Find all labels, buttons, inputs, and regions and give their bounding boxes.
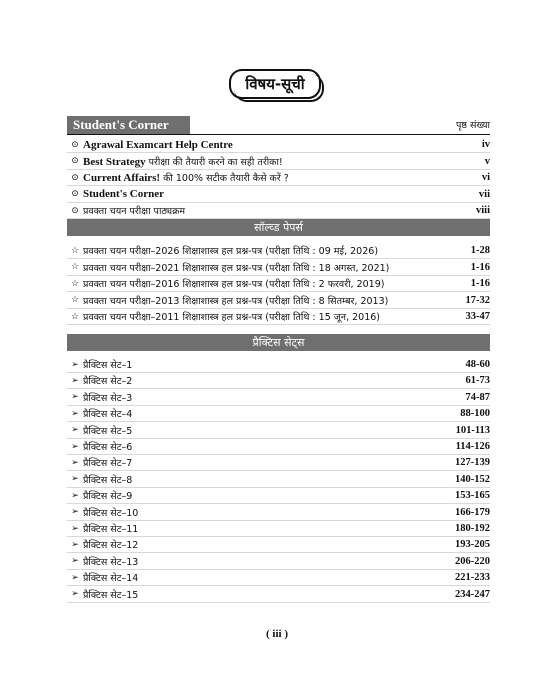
toc-entry-title-bold: Agrawal Examcart Help Centre	[83, 138, 233, 151]
toc-entry	[67, 472, 490, 488]
bullet-icon: ➢	[71, 572, 79, 583]
bullet-icon: ⊙	[71, 189, 79, 200]
toc-entry	[67, 554, 490, 570]
toc-entry-title	[83, 277, 471, 290]
toc-entry-title	[83, 139, 482, 151]
bullet-icon: ⊙	[71, 139, 79, 150]
toc-entry-title	[83, 407, 460, 420]
toc-entry-page: 33-47	[465, 311, 490, 323]
toc-entry-title-text: प्रैक्टिस सेट–6	[83, 442, 133, 453]
header-rule	[67, 134, 490, 135]
bullet-icon: ☆	[70, 295, 80, 306]
toc-entry	[67, 187, 490, 203]
toc-entry-title-text: प्रवक्ता चयन परीक्षा–2026 शिक्षाशास्त्र हल प्रश्न-पत्र (परीक्षा तिथि : 09 मई, 2026)	[83, 246, 379, 257]
toc-entry-title	[83, 506, 455, 519]
page-title: विषय-सूची	[229, 69, 321, 99]
toc-entry	[67, 309, 490, 325]
toc-entry-page: 153-165	[455, 490, 490, 502]
toc-entry-title	[83, 171, 482, 184]
toc-entry-title-text: प्रैक्टिस सेट–9	[83, 491, 133, 503]
toc-entry-title	[83, 294, 466, 307]
toc-entry-title	[83, 555, 455, 568]
toc-entry-title-bold: Current Affairs!	[83, 172, 161, 185]
toc-entry-title-text: की 100% सटीक तैयारी कैसे करें ?	[160, 173, 289, 185]
toc-entry-title-text: प्रैक्टिस सेट–10	[83, 507, 139, 519]
toc-entry	[67, 276, 490, 292]
toc-entry-page: 48-60	[465, 359, 490, 370]
toc-entry-title	[83, 358, 466, 371]
bullet-icon: ➢	[71, 523, 79, 534]
toc-entry-page: 127-139	[455, 457, 490, 469]
toc-entry-title-text: प्रैक्टिस सेट–13	[83, 556, 139, 568]
toc-entry-title-text: प्रैक्टिस सेट–11	[83, 524, 139, 535]
toc-entry-page: 101-113	[455, 424, 490, 436]
toc-entry-page: 61-73	[465, 375, 490, 387]
page-number-footer: ( iii )	[266, 628, 288, 640]
bullet-icon: ⊙	[71, 205, 79, 216]
toc-entry-title-text: प्रैक्टिस सेट–4	[83, 409, 133, 421]
toc-entry	[67, 373, 490, 389]
toc-entry-title	[83, 310, 466, 323]
toc-entry-title-text: प्रवक्ता चयन परीक्षा–2016 शिक्षाशास्त्र हल प्रश्न-पत्र (परीक्षा तिथि : 2 फरवरी, 2019)	[83, 279, 385, 291]
toc-entry	[67, 170, 490, 186]
bullet-icon: ➢	[71, 359, 79, 370]
toc-entry-title-text: प्रैक्टिस सेट–5	[83, 425, 133, 437]
toc-entry	[67, 570, 490, 586]
bullet-icon: ➢	[71, 392, 79, 403]
toc-entry-title	[83, 456, 455, 469]
toc-entry	[67, 423, 490, 439]
toc-entry-page: 114-126	[455, 441, 490, 452]
toc-entry	[67, 293, 490, 309]
toc-entry	[67, 521, 490, 537]
toc-entry	[67, 406, 490, 422]
toc-entry-title	[83, 440, 456, 453]
toc-entry-page: 234-247	[455, 588, 490, 600]
toc-entry-title	[83, 155, 485, 168]
toc-entry	[67, 137, 490, 153]
toc-entry	[67, 505, 490, 521]
toc-entry-title-text: प्रैक्टिस सेट–1	[83, 360, 133, 371]
bullet-icon: ☆	[70, 311, 80, 322]
toc-entry-title-text: परीक्षा की तैयारी करने का सही तरीका!	[145, 156, 283, 168]
toc-entry-page: 206-220	[455, 555, 490, 567]
toc-entry	[67, 203, 490, 219]
toc-entry-title	[83, 391, 466, 404]
toc-entry-page: 74-87	[465, 391, 490, 403]
toc-entry-title	[83, 538, 455, 551]
toc-entry	[67, 357, 490, 373]
bullet-icon: ➢	[71, 375, 79, 386]
page-number-column-label: पृष्ठ संख्या	[456, 120, 490, 131]
toc-entry	[67, 537, 490, 553]
toc-entry	[67, 243, 490, 259]
toc-entry-page: 1-16	[470, 261, 490, 273]
bullet-icon: ➢	[71, 556, 79, 567]
toc-entry-title-text: प्रवक्ता चयन परीक्षा पाठ्यक्रम	[83, 206, 186, 218]
bullet-icon: ➢	[71, 589, 79, 600]
toc-entry-title-text: प्रैक्टिस सेट–14	[83, 573, 139, 585]
toc-entry	[67, 488, 490, 504]
toc-entry-title-text: प्रैक्टिस सेट–8	[83, 474, 133, 486]
bullet-icon: ➢	[71, 441, 79, 452]
toc-entry-title	[83, 188, 479, 200]
practice-sets-header: प्रैक्टिस सेट्स	[67, 334, 490, 351]
toc-entry-title	[83, 374, 466, 387]
toc-entry-page: 193-205	[455, 539, 490, 551]
toc-entry-title	[83, 424, 456, 437]
toc-entry-title	[83, 522, 455, 535]
bullet-icon: ➢	[71, 408, 79, 419]
toc-entry	[67, 260, 490, 276]
solved-papers-header: सॉल्व्ड पेपर्स	[67, 219, 490, 236]
bullet-icon: ➢	[71, 474, 79, 485]
students-corner-header: Student's Corner	[67, 116, 190, 134]
toc-entry-page: v	[484, 155, 490, 167]
toc-entry-page: 180-192	[455, 523, 490, 534]
toc-entry	[67, 587, 490, 603]
bullet-icon: ➢	[71, 425, 79, 436]
toc-entry-title-bold: Student's Corner	[83, 188, 164, 201]
toc-entry-page: 166-179	[455, 506, 490, 518]
toc-entry-page: vi	[481, 172, 490, 184]
toc-entry-title	[83, 204, 476, 217]
bullet-icon: ⊙	[71, 172, 79, 183]
toc-entry-title	[83, 261, 471, 274]
toc-entry-title-text: प्रवक्ता चयन परीक्षा–2013 शिक्षाशास्त्र हल प्रश्न-पत्र (परीक्षा तिथि : 8 सितम्बर, 2013)	[83, 295, 389, 307]
toc-entry-page: iv	[481, 139, 490, 150]
toc-entry-title	[83, 244, 471, 257]
bullet-icon: ☆	[70, 278, 80, 289]
bullet-icon: ➢	[71, 539, 79, 550]
toc-entry-title-bold: Best Strategy	[83, 155, 146, 168]
toc-entry-title-text: प्रैक्टिस सेट–15	[83, 589, 139, 601]
toc-entry-page: vii	[478, 188, 490, 200]
toc-entry-page: 1-16	[470, 278, 490, 290]
bullet-icon: ☆	[70, 245, 80, 256]
toc-entry-title	[83, 473, 455, 486]
toc-entry-title-text: प्रवक्ता चयन परीक्षा–2011 शिक्षाशास्त्र हल प्रश्न-पत्र (परीक्षा तिथि : 15 जून, 2016)	[83, 312, 380, 324]
toc-entry-title-text: प्रवक्ता चयन परीक्षा–2021 शिक्षाशास्त्र हल प्रश्न-पत्र (परीक्षा तिथि : 18 अगस्त, 2021)	[83, 262, 390, 274]
toc-entry-page: 221-233	[455, 572, 490, 584]
bullet-icon: ☆	[70, 262, 80, 273]
toc-entry-page: 88-100	[460, 408, 490, 420]
toc-entry	[67, 439, 490, 455]
toc-entry-title	[83, 489, 455, 502]
toc-entry-page: 1-28	[470, 245, 490, 256]
bullet-icon: ⊙	[71, 156, 79, 167]
toc-entry-title-text: प्रैक्टिस सेट–2	[83, 376, 133, 388]
toc-entry	[67, 455, 490, 471]
toc-entry	[67, 390, 490, 406]
toc-entry-page: viii	[475, 205, 490, 217]
toc-entry-title-text: प्रैक्टिस सेट–7	[83, 458, 133, 470]
toc-entry-title-text: प्रैक्टिस सेट–12	[83, 540, 139, 552]
toc-entry-title	[83, 571, 455, 584]
toc-entry-page: 140-152	[455, 473, 490, 485]
toc-entry-title	[83, 588, 455, 601]
toc-entry	[67, 154, 490, 170]
toc-entry-title-text: प्रैक्टिस सेट–3	[83, 392, 133, 404]
bullet-icon: ➢	[71, 490, 79, 501]
bullet-icon: ➢	[71, 507, 79, 518]
bullet-icon: ➢	[71, 457, 79, 468]
toc-entry-page: 17-32	[465, 294, 490, 306]
